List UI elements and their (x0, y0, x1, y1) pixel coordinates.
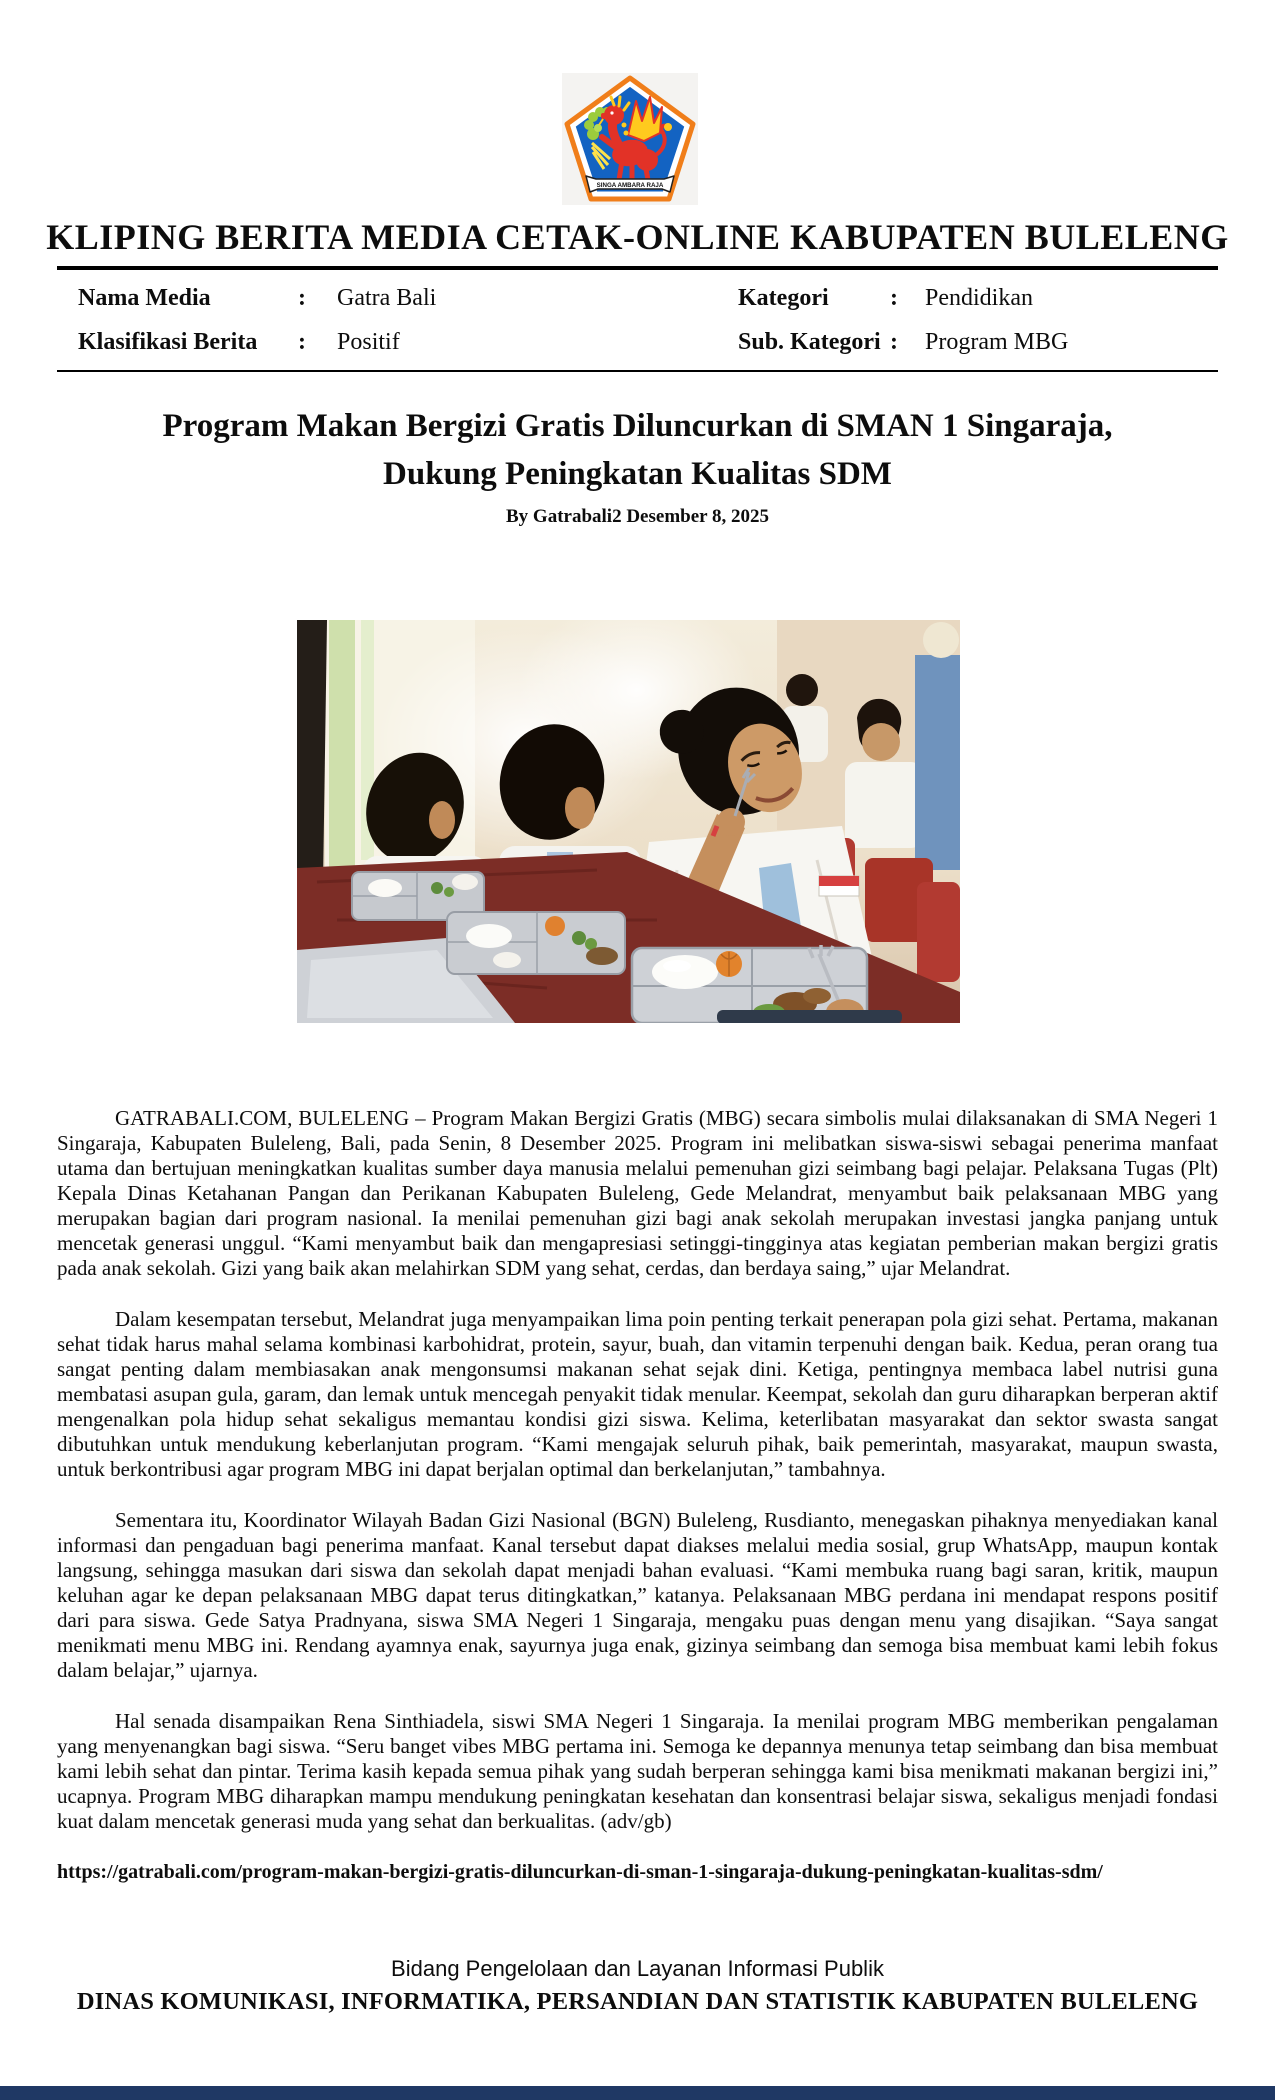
meta-colon: : (298, 329, 306, 355)
document-title: KLIPING BERITA MEDIA CETAK-ONLINE KABUPATEN BULELENG (46, 217, 1229, 257)
logo-banner-text: SINGA AMBARA RAJA (596, 182, 664, 189)
article-paragraph-3: Sementara itu, Koordinator Wilayah Badan Gizi Nasional (BGN) Buleleng, Rusdianto, menegaskan pihaknya menyediakan kanal informasi dan pengaduan bagi penerima manfaat. Kanal tersebut dapat diakses melalui media sosial, grup WhatsApp, maupun kontak langsung, sehingga masukan dari siswa dan sekolah dapat menjadi bahan evaluasi. “Kami membuka ruang bagi saran, kritik, maupun keluhan agar ke depan pelaksanaan MBG dapat terus ditingkatkan,” katanya. Pelaksanaan MBG perdana ini mendapat respons positif dari para siswa. Gede Satya Pradnyana, siswa SMA Negeri 1 Singaraja, mengaku puas dengan menu yang disajikan. “Saya sangat menikmati menu MBG ini. Rendang ayamnya enak, sayurnya juga enak, gizinya seimbang dan semoga bisa membuat kami lebih fokus dalam belajar,” ujarnya. (57, 1508, 1218, 1682)
media-meta-table (57, 266, 1218, 372)
meta-value-sub-kategori: Program MBG (925, 329, 1069, 355)
article-title-line2: Dukung Peningkatan Kualitas SDM (383, 456, 892, 492)
buleleng-coat-of-arms-icon (562, 73, 698, 205)
meta-value-kategori: Pendidikan (925, 285, 1033, 311)
article-paragraph-1: GATRABALI.COM, BULELENG – Program Makan Bergizi Gratis (MBG) secara simbolis mulai dilaksanakan di SMA Negeri 1 Singaraja, Kabupaten Buleleng, Bali, pada Senin, 8 Desember 2025. Program ini melibatkan siswa-siswi sebagai penerima manfaat utama dan bertujuan meningkatkan kualitas sumber daya manusia melalui pemenuhan gizi seimbang bagi pelajar. Pelaksana Tugas (Plt) Kepala Dinas Ketahanan Pangan dan Perikanan Kabupaten Buleleng, Gede Melandrat, menyambut baik pelaksanaan MBG yang merupakan bagian dari program nasional. Ia menilai pemenuhan gizi bagi anak sekolah merupakan investasi jangka panjang untuk mencetak generasi unggul. “Kami menyambut baik dan mengapresiasi setinggi-tingginya atas kegiatan pemberian makan bergizi gratis pada anak sekolah. Gizi yang baik akan melahirkan SDM yang sehat, cerdas, dan berdaya saing,” ujar Melandrat. (57, 1106, 1218, 1280)
meta-label-nama-media: Nama Media (78, 285, 211, 311)
article-title-line1: Program Makan Bergizi Gratis Diluncurkan di SMAN 1 Singaraja, (162, 408, 1113, 444)
bottom-blue-bar (0, 2086, 1275, 2100)
article-byline: By Gatrabali2 Desember 8, 2025 (506, 506, 769, 527)
students-eating-photo-illustration (297, 620, 960, 1023)
meta-row-2 (57, 320, 1218, 365)
article-body (57, 1106, 1218, 1911)
article-source-url[interactable]: https://gatrabali.com/program-makan-bergizi-gratis-diluncurkan-di-sman-1-singaraja-dukung-peningkatan-kualitas-sdm/ (57, 1861, 1103, 1883)
meta-value-nama-media: Gatra Bali (337, 285, 437, 311)
buleleng-coat-of-arms-logo (562, 73, 698, 205)
meta-label-kategori: Kategori (738, 285, 829, 311)
meta-value-klasifikasi: Positif (337, 329, 400, 355)
meta-row-1 (57, 276, 1218, 321)
meta-colon: : (890, 285, 898, 311)
article-title (0, 402, 1275, 498)
article-photo (297, 620, 960, 1023)
article-paragraph-2: Dalam kesempatan tersebut, Melandrat juga menyampaikan lima poin penting terkait penerapan pola gizi sehat. Pertama, makanan sehat tidak harus mahal selama kombinasi karbohidrat, protein, sayur, buah, dan vitamin terpenuhi dengan baik. Kedua, peran orang tua sangat penting dalam membiasakan anak mengonsumsi makanan sehat sejak dini. Ketiga, pentingnya membaca label nutrisi guna membatasi asupan gula, garam, dan lemak untuk mencegah penyakit tidak menular. Keempat, sekolah dan guru diharapkan berperan aktif mengenalkan pola hidup sehat sekaligus memantau kondisi gizi siswa. Kelima, keterlibatan masyarakat dan sektor swasta sangat dibutuhkan untuk mendukung keberlanjutan program. “Kami mengajak seluruh pihak, baik pemerintah, masyarakat, maupun swasta, untuk berkontribusi agar program MBG ini dapat berjalan optimal dan berkelanjutan,” tambahnya. (57, 1307, 1218, 1481)
footer-division-line: Bidang Pengelolaan dan Layanan Informasi Publik (391, 1956, 884, 1981)
meta-colon: : (298, 285, 306, 311)
article-paragraph-4: Hal senada disampaikan Rena Sinthiadela, siswi SMA Negeri 1 Singaraja. Ia menilai program MBG memberikan pengalaman yang menyenangkan bagi siswa. “Seru banget vibes MBG pertama ini. Semoga ke depannya menunya tetap seimbang dan bisa membuat kami lebih sehat dan pintar. Terima kasih kepada semua pihak yang sudah berperan sehingga kami bisa menikmati makanan bergizi ini,” ucapnya. Program MBG diharapkan mampu mendukung peningkatan kesehatan dan konsentrasi belajar siswa, sekaligus menjadi fondasi kuat dalam mencetak generasi muda yang sehat dan berkualitas. (adv/gb) (57, 1709, 1218, 1833)
article-header (0, 402, 1275, 528)
meta-colon: : (890, 329, 898, 355)
logo-banner (586, 176, 674, 192)
footer-agency-line: DINAS KOMUNIKASI, INFORMATIKA, PERSANDIAN DAN STATISTIK KABUPATEN BULELENG (76, 1988, 1199, 2015)
meta-label-klasifikasi: Klasifikasi Berita (78, 329, 258, 355)
meta-label-sub-kategori: Sub. Kategori (738, 329, 881, 355)
